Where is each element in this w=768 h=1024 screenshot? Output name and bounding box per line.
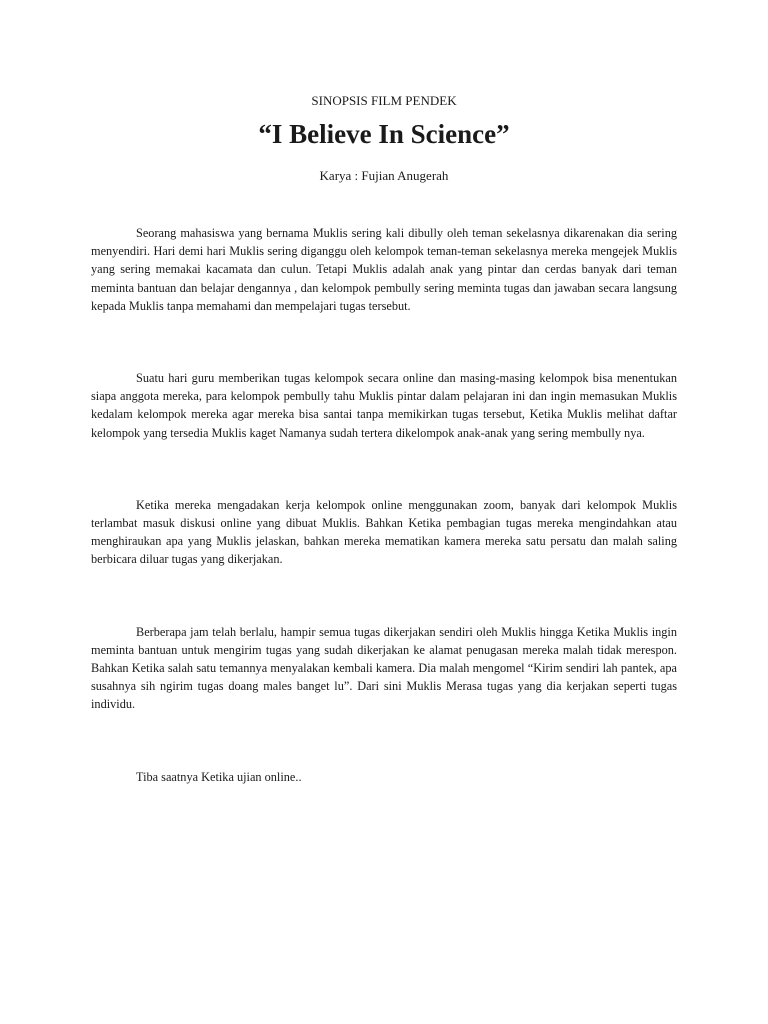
paragraph-2: Suatu hari guru memberikan tugas kelompok secara online dan masing-masing kelompok bisa menentukan siapa anggota mereka, para kelompok pembully tahu Muklis pintar dalam pelajaran ini dan ingin memasukan Muklis kedalam kelompok mereka agar mereka bisa santai tanpa memikirkan tugas tersebut, Ketika Muklis melihat daftar kelompok yang tersedia Muklis kaget Namanya sudah tertera dikelompok anak-anak yang sering membully nya. xyxy=(91,371,677,440)
synopsis-body xyxy=(91,224,677,786)
paragraph-4: Berberapa jam telah berlalu, hampir semua tugas dikerjakan sendiri oleh Muklis hingga Ketika Muklis ingin meminta bantuan untuk mengirim tugas yang sudah dikerjakan ke alamat penugasan mereka malah tidak merespon. Bahkan Ketika salah satu temannya menyalakan kembali kamera. Dia malah mengomel “Kirim sendiri lah pantek, apa susahnya sih ngirim tugas doang males banget lu”. Dari sini Muklis Merasa tugas yang dia kerjakan seperti tugas individu. xyxy=(91,624,677,712)
document-title: “I Believe In Science” xyxy=(258,119,510,149)
paragraph-3: Ketika mereka mengadakan kerja kelompok online menggunakan zoom, banyak dari kelompok Muklis terlambat masuk diskusi online yang dibuat Muklis. Bahkan Ketika pembagian tugas mereka mengindahkan atau menghiraukan apa yang Muklis jelaskan, bahkan mereka mematikan kamera mereka satu persatu dan malah saling berbicara diluar tugas yang dikerjakan. xyxy=(91,497,677,567)
paragraph-5: Tiba saatnya Ketika ujian online.. xyxy=(136,769,302,784)
document-label: SINOPSIS FILM PENDEK xyxy=(311,93,457,108)
document-author: Karya : Fujian Anugerah xyxy=(319,168,449,183)
paragraph-1: Seorang mahasiswa yang bernama Muklis sering kali dibully oleh teman sekelasnya dikarenakan dia sering menyendiri. Hari demi hari Muklis sering diganggu oleh kelompok teman-teman sekelasnya mereka mengejek Muklis yang sering memakai kacamata dan culun. Tetapi Muklis adalah anak yang pintar dan cerdas banyak dari teman meminta bantuan dan belajar dengannya , dan kelompok pembully sering meminta tugas dan jawaban secara langsung kepada Muklis tanpa memahami dan mempelajari tugas tersebut. xyxy=(91,226,677,313)
